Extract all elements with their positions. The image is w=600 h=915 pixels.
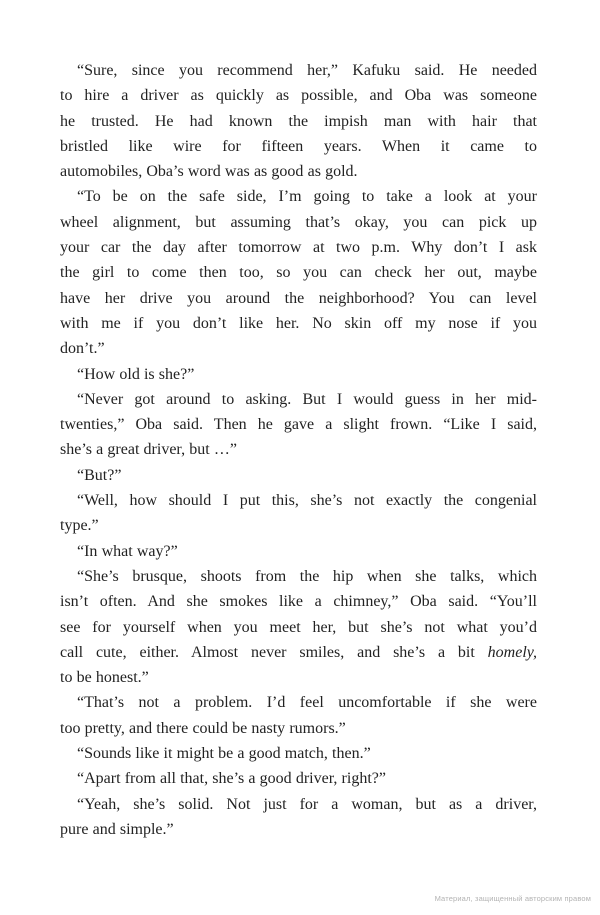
text-line: “Yeah, she’s solid. Not just for a woman, but as a driver,: [77, 795, 537, 813]
text-line: she’s a great driver, but …”: [60, 441, 237, 459]
text-line: he trusted. He had known the impish man with hair that: [60, 112, 537, 130]
text-line: to hire a driver as quickly as possible, and Oba was someone: [60, 87, 537, 105]
text-line: [60, 640, 537, 665]
paragraph: [60, 58, 537, 184]
text-segment: call cute, either. Almost never smiles, and she’s a bit: [60, 643, 488, 661]
text-line: twenties,” Oba said. Then he gave a slight frown. “Like I said,: [60, 416, 537, 434]
text-line: have her drive you around the neighborhood? You can level: [60, 289, 537, 307]
text-line: your car the day after tomorrow at two p.m. Why don’t I ask: [60, 239, 537, 257]
text-line: “Well, how should I put this, she’s not exactly the congenial: [77, 492, 537, 510]
paragraph: [60, 539, 537, 564]
text-line: type.”: [60, 517, 99, 535]
paragraph: [60, 741, 537, 766]
text-line: wheel alignment, but assuming that’s okay, you can pick up: [60, 213, 537, 231]
text-line: “That’s not a problem. I’d feel uncomfortable if she were: [77, 694, 537, 712]
text-line: “Sounds like it might be a good match, then.”: [77, 745, 371, 763]
paragraph: [60, 564, 537, 690]
text-line: “Sure, since you recommend her,” Kafuku said. He needed: [77, 62, 537, 79]
text-line: “Apart from all that, she’s a good driver, right?”: [77, 770, 386, 788]
text-line: the girl to come then too, so you can check her out, maybe: [60, 264, 537, 282]
paragraph: [60, 766, 537, 791]
text-line: with me if you don’t like her. No skin off my nose if you: [60, 314, 537, 332]
paragraph: [60, 792, 537, 843]
text-line: pure and simple.”: [60, 820, 174, 838]
copyright-watermark: Материал, защищенный авторским правом: [434, 894, 591, 903]
paragraph: [60, 184, 537, 361]
text-line: too pretty, and there could be nasty rumors.”: [60, 719, 346, 737]
text-line: isn’t often. And she smokes like a chimney,” Oba said. “You’ll: [60, 593, 537, 611]
text-line: “To be on the safe side, I’m going to take a look at your: [77, 188, 537, 206]
text-line: “In what way?”: [77, 542, 178, 560]
text-line: “Never got around to asking. But I would guess in her mid-: [77, 390, 537, 408]
paragraph: [60, 362, 537, 387]
paragraph: [60, 488, 537, 539]
italic-word: homely,: [487, 643, 537, 661]
text-line: “But?”: [77, 466, 122, 484]
text-line: “How old is she?”: [77, 365, 195, 383]
paragraph: [60, 690, 537, 741]
paragraph: [60, 387, 537, 463]
paragraph: [60, 463, 537, 488]
text-line: to be honest.”: [60, 669, 149, 687]
text-line: don’t.”: [60, 340, 105, 358]
text-line: automobiles, Oba’s word was as good as gold.: [60, 163, 358, 181]
text-line: see for yourself when you meet her, but she’s not what you’d: [60, 618, 537, 636]
body-text: [60, 58, 537, 842]
text-line: “She’s brusque, shoots from the hip when she talks, which: [77, 567, 537, 585]
text-line: bristled like wire for fifteen years. When it came to: [60, 137, 537, 155]
